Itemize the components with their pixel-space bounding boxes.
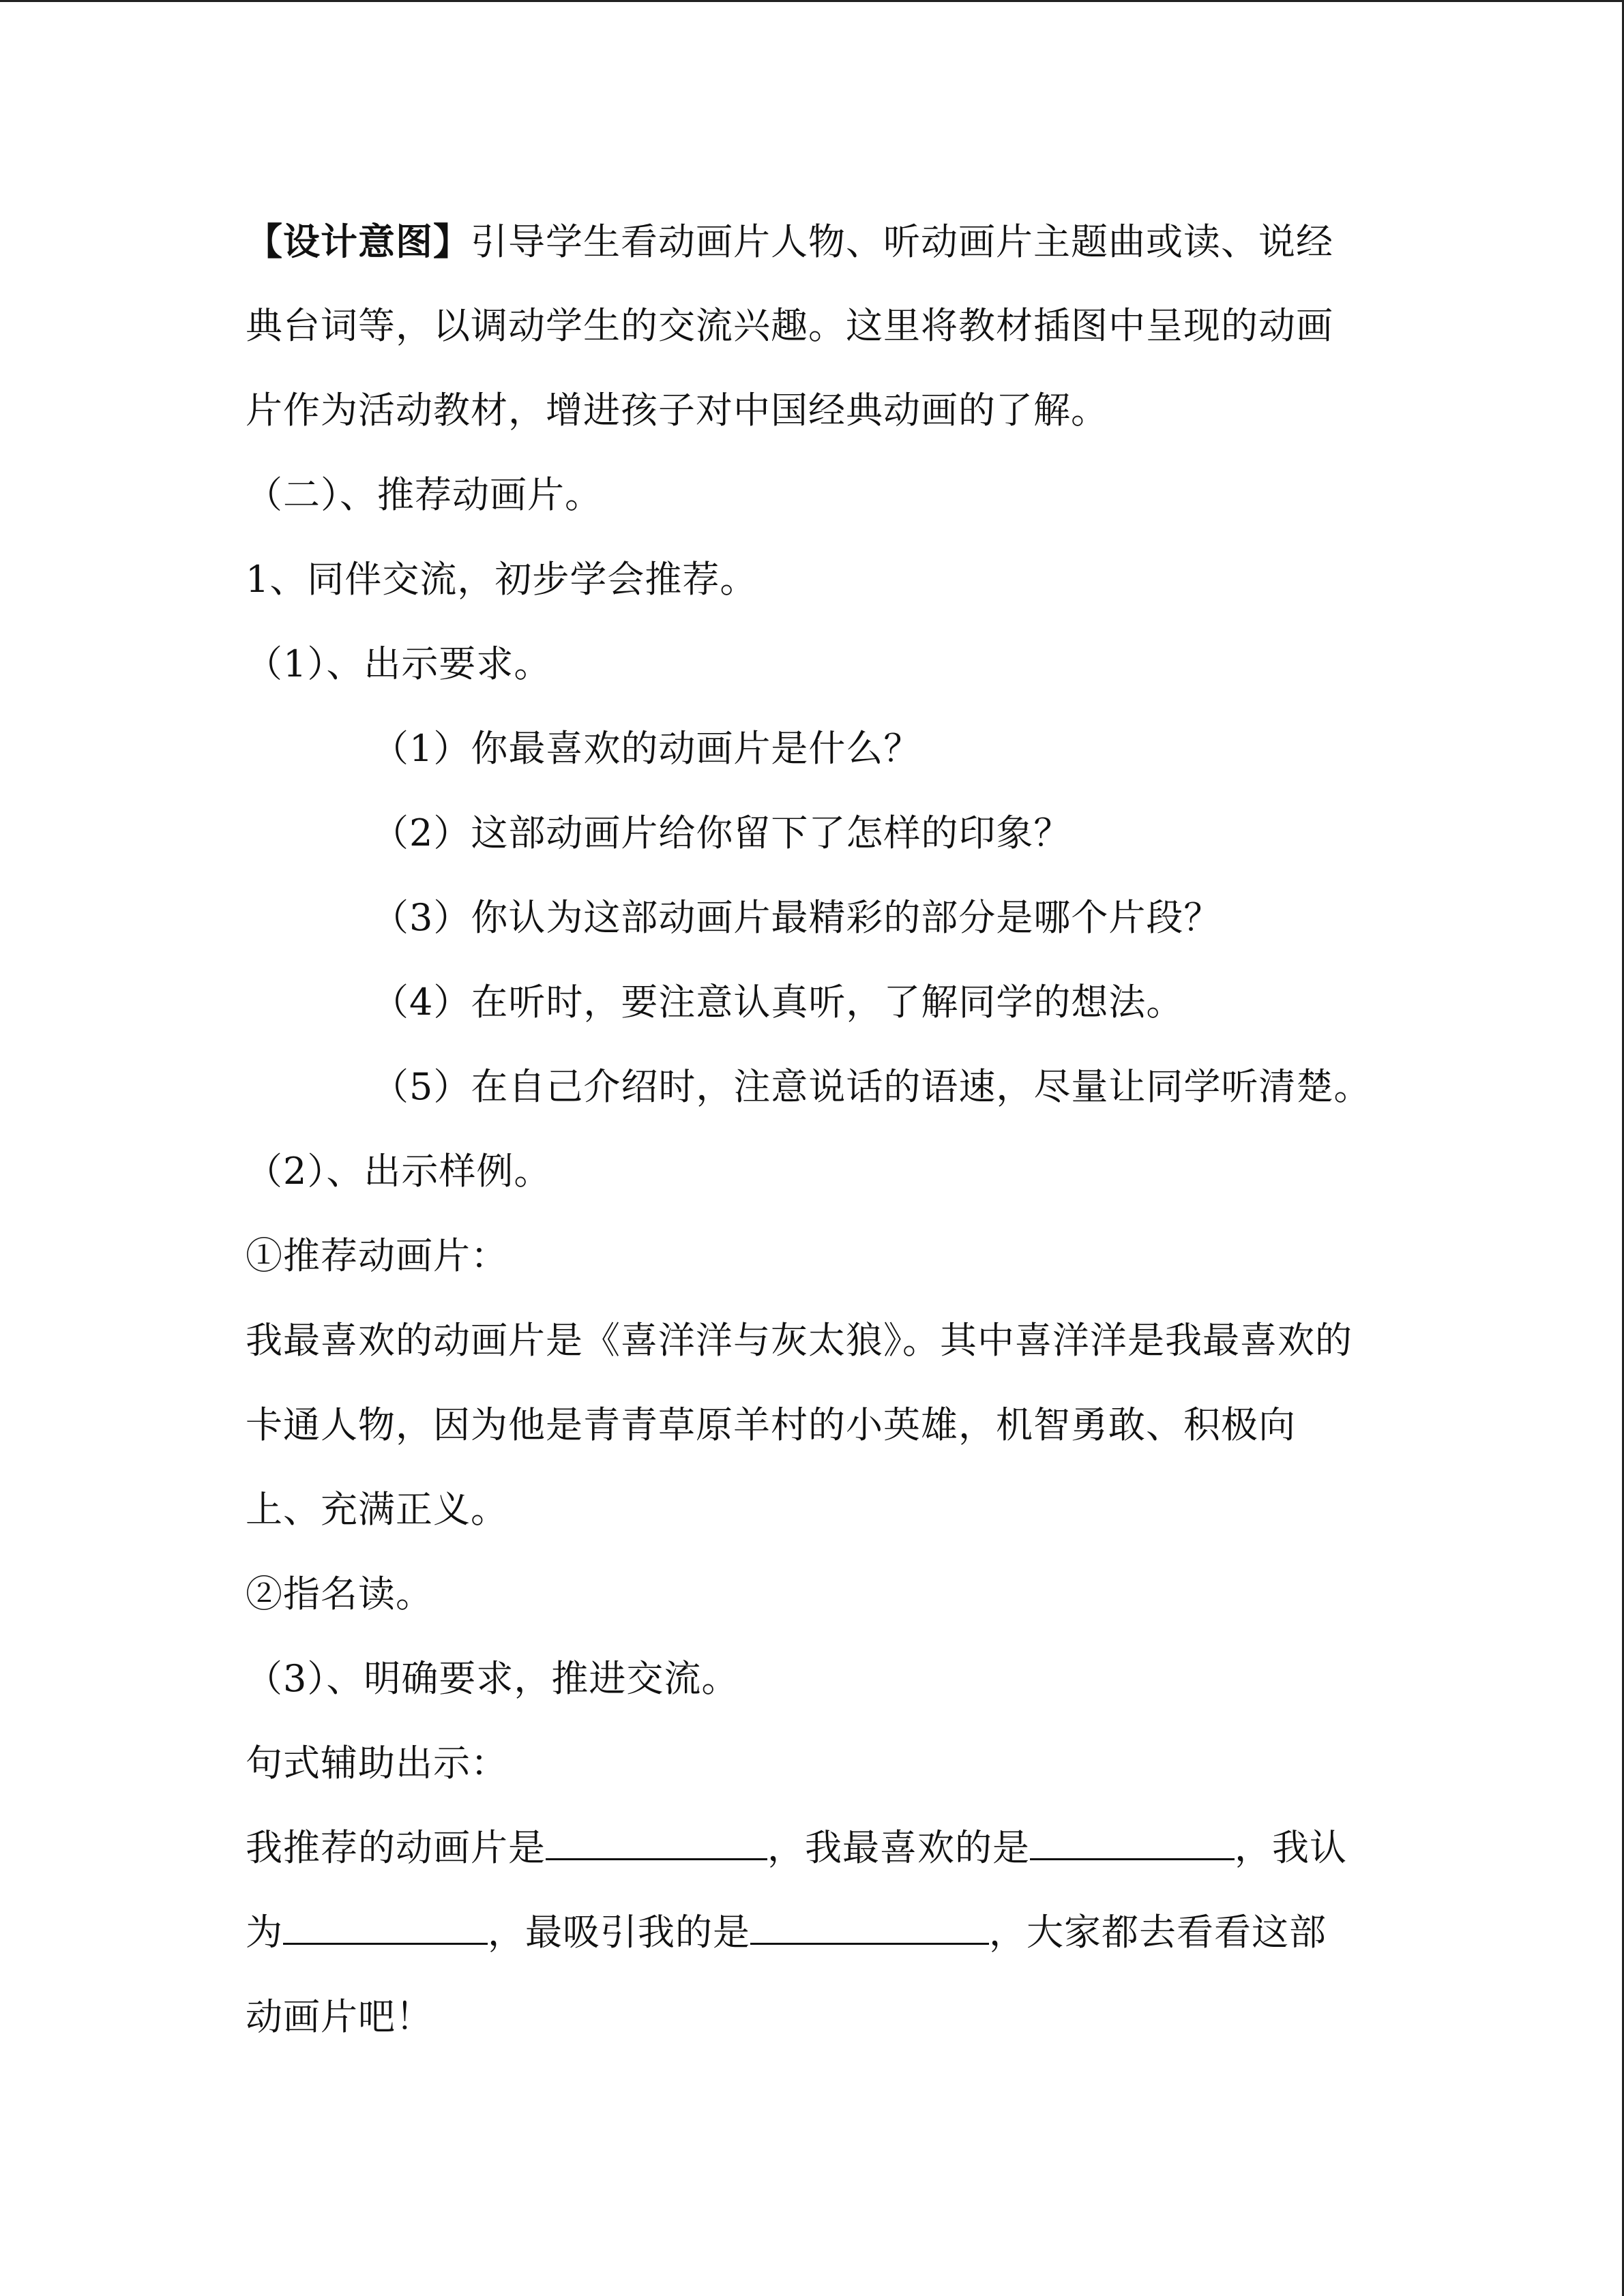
pattern-text: ，我最喜欢的是: [767, 1826, 1030, 1869]
requirement-item: （5）在自己介绍时，注意说话的语速，尽量让同学听清楚。: [372, 1065, 1372, 1108]
fill-in-blank: [546, 1819, 767, 1860]
example-line: 上、充满正义。: [246, 1488, 508, 1531]
intent-label: 【设计意图】: [246, 220, 471, 263]
section-two-heading: （二）、推荐动画片。: [246, 473, 602, 516]
pattern-line-3: 动画片吧！: [246, 1995, 433, 2038]
pattern-line-2: [246, 1890, 1378, 1975]
intent-line-1: [246, 199, 1378, 284]
pattern-text: ，我认: [1235, 1826, 1347, 1869]
example-line: 我最喜欢的动画片是《喜洋洋与灰太狼》。其中喜洋洋是我最喜欢的: [246, 1319, 1353, 1362]
example-line: 卡通人物，因为他是青青草原羊村的小英雄，机智勇敢、积极向: [246, 1403, 1296, 1446]
pattern-text: ，最吸引我的是: [488, 1911, 750, 1954]
step-one-heading: 1、同伴交流，初步学会推荐。: [246, 558, 758, 601]
example-title: ①推荐动画片：: [246, 1234, 508, 1277]
sub-two-heading: （2）、出示样例。: [246, 1150, 552, 1193]
fill-in-blank: [750, 1903, 989, 1945]
requirement-item: （1）你最喜欢的动画片是什么？: [372, 727, 921, 770]
pattern-intro: 句式辅助出示：: [246, 1742, 508, 1785]
pattern-text: 我推荐的动画片是: [246, 1826, 546, 1869]
sub-one-heading: （1）、出示要求。: [246, 642, 552, 685]
requirement-item: （4）在听时，要注意认真听，了解同学的想法。: [372, 981, 1184, 1024]
pattern-text: ，大家都去看看这部: [989, 1911, 1327, 1954]
example-read: ②指名读。: [246, 1572, 433, 1615]
requirement-item: （3）你认为这部动画片最精彩的部分是哪个片段？: [372, 896, 1222, 939]
intent-text-1: 引导学生看动画片人物、听动画片主题曲或读、说经: [471, 220, 1333, 263]
fill-in-blank: [283, 1903, 488, 1945]
pattern-line-1: [246, 1806, 1378, 1890]
page-top-border: [0, 0, 1624, 2]
intent-line-3: 片作为活动教材，增进孩子对中国经典动画的了解。: [246, 389, 1108, 432]
document-body: [246, 199, 1378, 2059]
sub-three-heading: （3）、明确要求，推进交流。: [246, 1657, 739, 1700]
intent-line-2: 典台词等，以调动学生的交流兴趣。这里将教材插图中呈现的动画: [246, 304, 1333, 347]
pattern-text: 为: [246, 1911, 283, 1954]
fill-in-blank: [1030, 1819, 1235, 1860]
requirement-item: （2）这部动画片给你留下了怎样的印象？: [372, 811, 1072, 854]
